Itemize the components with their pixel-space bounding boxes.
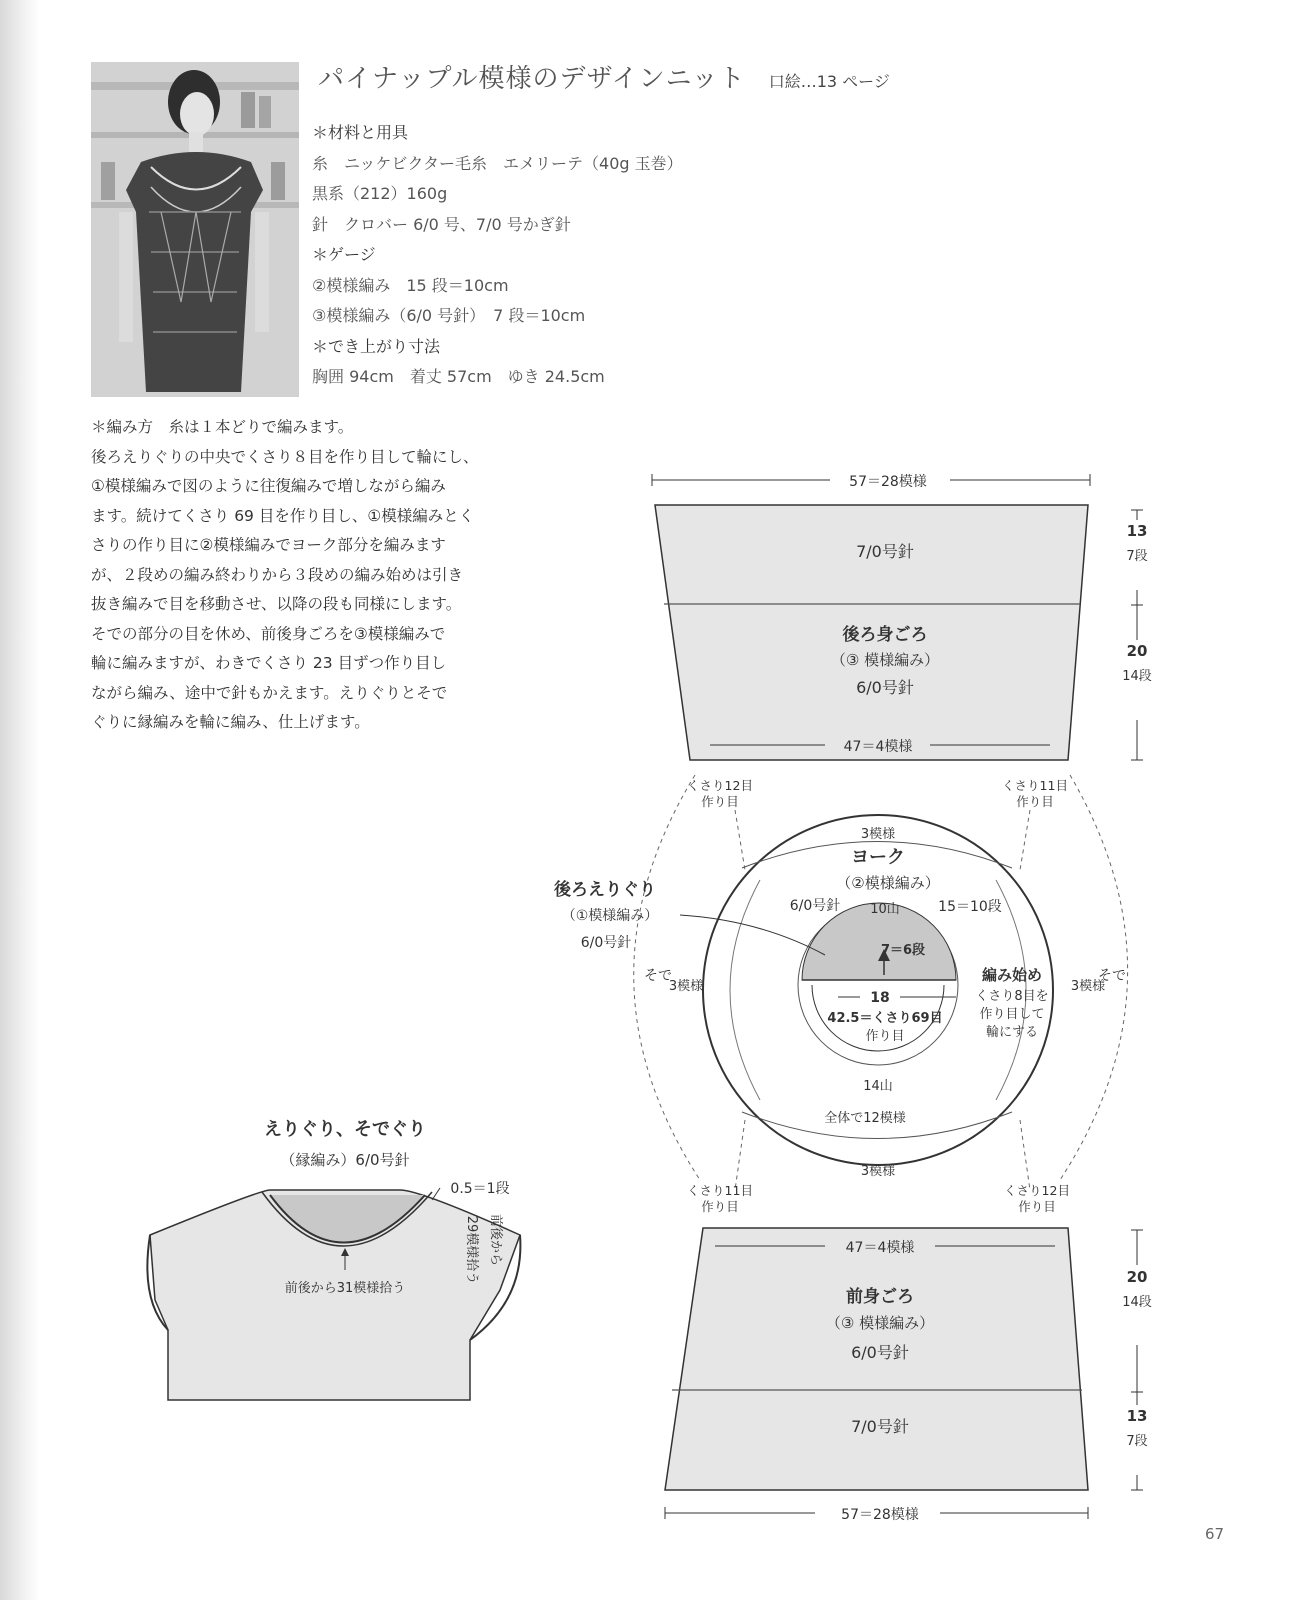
- back-h1-num: 13: [1126, 522, 1148, 540]
- chain-back-right-1: くさり11目: [1002, 778, 1068, 793]
- instruction-line: 輪に編みますが、わきでくさり 23 目ずつ作り目し: [91, 654, 447, 672]
- spec-line: ②模様編み 15 段＝10cm: [312, 275, 509, 295]
- chain-front-right-2: 作り目: [1018, 1199, 1056, 1214]
- yoke-chain-label-2: 作り目: [865, 1029, 905, 1044]
- edging-side-label-2: 29模様拾う: [464, 1215, 479, 1285]
- chain-front-left-2: 作り目: [701, 1199, 739, 1214]
- back-needle6-label: 6/0号針: [856, 678, 914, 697]
- front-body-name: 前身ごろ: [846, 1287, 914, 1307]
- instruction-line: ①模様編みで図のように往復編みで増しながら編み: [91, 477, 446, 495]
- chain-back-left-2: 作り目: [701, 794, 739, 809]
- instruction-line: が、２段めの編み終わりから３段めの編み始めは引き: [91, 565, 464, 584]
- spec-heading: ＊ゲージ: [312, 245, 376, 264]
- edging-pick-label: 前後から31模様拾う: [284, 1281, 406, 1296]
- instruction-line: そでの部分の目を休め、前後身ごろを③模様編みで: [91, 624, 446, 643]
- yoke-bottom-label: 3模様: [860, 1164, 896, 1179]
- instruction-line: ます。続けてくさり 69 目を作り目し、①模様編みとく: [91, 506, 475, 525]
- spec-line: 糸 ニッケビクター毛糸 エメリーテ（40g 玉巻）: [312, 153, 683, 173]
- edging-title: えりぐり、そでぐり: [264, 1119, 426, 1140]
- edging-subtitle: （縁編み）6/0号針: [280, 1151, 410, 1169]
- yoke-needle-label: 6/0号針: [789, 898, 841, 914]
- sleeve-right-patterns: 3模様: [1070, 979, 1106, 994]
- yoke-rows-label: 15＝10段: [938, 899, 1002, 915]
- front-needle7-label: 7/0号針: [851, 1417, 909, 1436]
- instruction-line: ぐりに縁編みを輪に編み、仕上げます。: [91, 713, 370, 731]
- edging-side-label-1: 前後から: [488, 1213, 503, 1267]
- instruction-line: 後ろえりぐりの中央でくさり８目を作り目して輪にし、: [91, 447, 479, 466]
- chain-back-left-1: くさり12目: [687, 778, 753, 793]
- front-body-pattern: （③ 模様編み）: [825, 1314, 935, 1332]
- edging-diagram: [147, 1119, 520, 1400]
- sleeve-left-patterns: 3模様: [668, 979, 704, 994]
- spec-line: 黒系（212）160g: [312, 184, 448, 203]
- front-body-diagram: [665, 1228, 1152, 1523]
- chain-back-right-2: 作り目: [1016, 794, 1054, 809]
- sleeve-left-label: そで: [644, 968, 672, 984]
- front-h2-num: 13: [1126, 1407, 1148, 1425]
- spec-heading: ＊でき上がり寸法: [312, 336, 441, 356]
- back-body-pattern: （③ 模様編み）: [830, 651, 940, 669]
- back-h1-label: 7段: [1126, 549, 1148, 564]
- yoke-total-label: 全体で12模様: [824, 1111, 906, 1126]
- chain-front-right-1: くさり12目: [1004, 1183, 1070, 1198]
- yoke-10-yama: 10山: [870, 902, 900, 917]
- page-number: 67: [1205, 1525, 1225, 1543]
- sleeve-right-label: そで: [1098, 968, 1126, 984]
- back-body-name: 後ろ身ごろ: [842, 625, 928, 645]
- yoke-diagram: [644, 815, 1126, 1179]
- front-h2-label: 7段: [1126, 1434, 1148, 1449]
- spec-heading: ＊材料と用具: [312, 123, 409, 142]
- yoke-diameter: 18: [870, 990, 890, 1006]
- yoke-chain-label: 42.5＝くさり69目: [827, 1011, 943, 1026]
- back-neck-name: 後ろえりぐり: [554, 880, 656, 900]
- front-top-label: 47＝4模様: [845, 1240, 915, 1256]
- yoke-center-rows: 7＝6段: [880, 943, 926, 958]
- yoke-14-yama: 14山: [863, 1079, 893, 1094]
- start-line-2: 作り目して: [979, 1007, 1045, 1022]
- instruction-line: さりの作り目に②模様編みでヨーク部分を編みます: [91, 536, 446, 554]
- back-h2-label: 14段: [1122, 669, 1152, 684]
- pattern-title: パイナップル模様のデザインニット: [318, 64, 746, 94]
- edging-rows-label: 0.5＝1段: [450, 1181, 510, 1197]
- chain-front-left-1: くさり11目: [687, 1183, 753, 1198]
- front-width-label: 57＝28模様: [841, 1507, 919, 1523]
- instruction-line: 抜き編みで目を移動させ、以降の段も同様にします。: [91, 595, 462, 613]
- start-title: 編み始め: [981, 966, 1043, 984]
- yoke-name: ヨーク: [851, 847, 905, 868]
- front-h1-num: 20: [1126, 1268, 1148, 1286]
- front-needle6-label: 6/0号針: [851, 1343, 909, 1362]
- spec-line: 針 クロバー 6/0 号、7/0 号かぎ針: [312, 214, 571, 234]
- yoke-top-label: 3模様: [860, 827, 896, 842]
- back-width-label: 57＝28模様: [849, 474, 927, 490]
- back-needle7-label: 7/0号針: [856, 542, 914, 561]
- spec-line: ③模様編み（6/0 号針） 7 段＝10cm: [312, 306, 586, 325]
- spec-line: 胸囲 94cm 着丈 57cm ゆき 24.5cm: [312, 367, 605, 386]
- back-neck-pattern: （①模様編み）: [561, 908, 659, 924]
- back-body-diagram: [652, 473, 1152, 760]
- instruction-line: ＊編み方 糸は１本どりで編みます。: [91, 418, 354, 436]
- page-reference: 口絵…13 ページ: [768, 72, 890, 91]
- back-h2-num: 20: [1126, 642, 1148, 660]
- yoke-pattern: （②模様編み）: [836, 874, 940, 892]
- start-line-1: くさり8目を: [975, 989, 1049, 1004]
- front-h1-label: 14段: [1122, 1295, 1152, 1310]
- start-line-3: 輪にする: [985, 1025, 1039, 1040]
- instruction-line: ながら編み、途中で針もかえます。えりぐりとそで: [91, 683, 448, 702]
- back-neck-needle: 6/0号針: [580, 935, 632, 951]
- back-bottom-label: 47＝4模様: [843, 739, 913, 755]
